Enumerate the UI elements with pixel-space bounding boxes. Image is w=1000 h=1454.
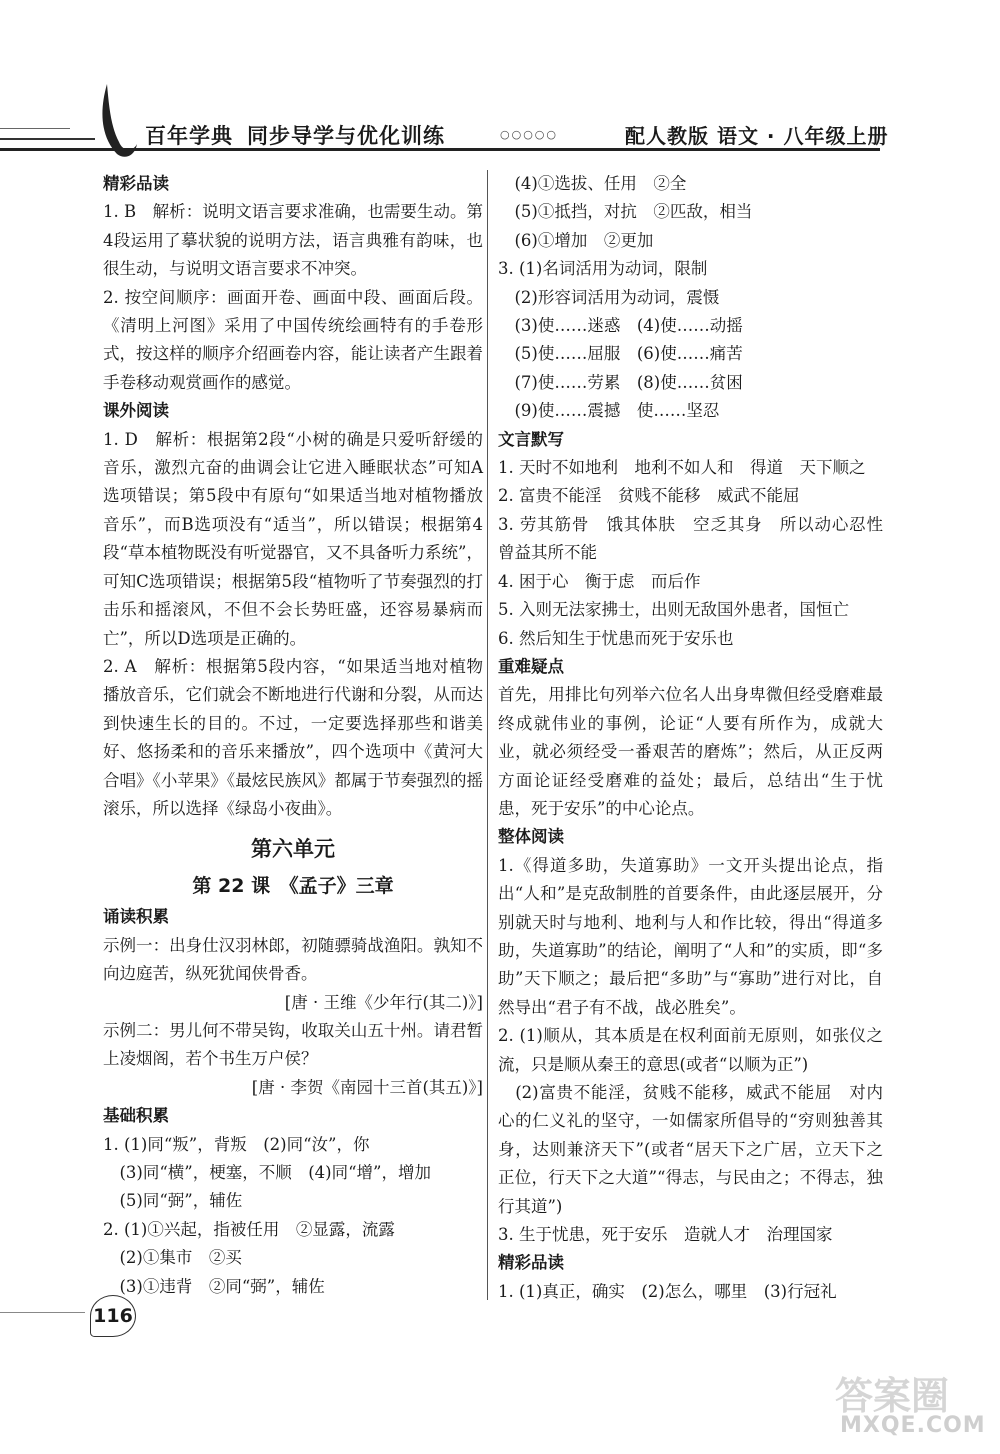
page-header	[0, 108, 1000, 168]
answer-line: (3)同“横”，梗塞，不顺 (4)同“增”，增加	[103, 1163, 431, 1182]
answer-line: (3)①违背 ②同“弼”，辅佐	[103, 1276, 325, 1296]
answer-line: 2. (1)①兴起，指被任用 ②显露，流露	[103, 1219, 395, 1239]
page-number: 116	[90, 1295, 136, 1337]
section-heading: 文言默写	[498, 429, 564, 449]
citation: [唐 · 李贺《南园十三首(其五)》]	[251, 1077, 483, 1097]
lesson-title: 第 22 课 《孟子》三章	[192, 875, 394, 898]
section-heading: 精彩品读	[103, 174, 169, 193]
answer-line: 1. (1)同“叛”，背叛 (2)同“汝”，你	[103, 1134, 370, 1154]
book-series: 同步导学与优化训练	[247, 124, 445, 148]
watermark-text: 答案圈	[835, 1374, 950, 1418]
answer-paragraph: 1.《得道多助，失道寡助》一文开头提出论点，指出“人和”是克敌制胜的首要条件，由此逐层展开，分别就天时与地利、地利与人和作比较，得出“得道多助，失道寡助”的结论，阐明了“人和”的实质，即“多助”天下顺之；最后把“多助”与“寡助”进行对比，自然导出“君子有不战，战必胜矣”。	[498, 855, 883, 1017]
answer-line: (3)使……迷惑 (4)使……动摇	[498, 316, 743, 336]
header-dots: ○○○○○	[500, 128, 558, 141]
answer-line: 1. 天时不如地利 地利不如人和 得道 天下顺之	[498, 458, 866, 478]
answer-paragraph: 示例二：男儿何不带吴钩，收取关山五十州。请君暂上凌烟阁，若个书生万户侯？	[103, 1020, 483, 1069]
section-heading: 精彩品读	[498, 1253, 564, 1273]
answer-paragraph: 2. 按空间顺序：画面开卷、画面中段、画面后段。《清明上河图》采用了中国传统绘画特有的手卷形式，按这样的顺序介绍画卷内容，能让读者产生跟着手卷移动观赏画作的感觉。	[103, 287, 483, 392]
answer-line: (5)①抵挡，对抗 ②匹敌，相当	[498, 202, 753, 222]
answer-line: 2. 富贵不能淫 贫贱不能移 威武不能屈	[498, 486, 800, 506]
page-footer	[0, 1290, 1000, 1350]
section-heading: 重难疑点	[498, 656, 564, 676]
answer-line: 5. 入则无法家拂士，出则无敌国外患者，国恒亡	[498, 600, 849, 620]
answer-line: 4. 困于心 衡于虑 而后作	[498, 571, 701, 591]
citation: [唐 · 王维《少年行(其二)》]	[284, 992, 483, 1012]
answer-line: (6)①增加 ②更加	[498, 230, 654, 250]
answer-paragraph: 3. 劳其筋骨 饿其体肤 空乏其身 所以动心忍性 曾益其所不能	[498, 514, 900, 563]
section-heading: 整体阅读	[498, 827, 564, 847]
answer-line: (5)使……屈服 (6)使……痛苦	[498, 344, 743, 364]
watermark-url: MXQE.COM	[840, 1413, 986, 1438]
answer-paragraph: 2. (1)顺从，其本质是在权利面前无原则，如张仪之流，只是顺从秦王的意思(或者“以顺为正”)	[498, 1026, 883, 1074]
answer-paragraph: 1. D 解析：根据第2段“小树的确是只爱听舒缓的音乐，激烈亢奋的曲调会让它进入睡眠状态”可知A选项错误；第5段中有原句“如果适当地对植物播放音乐”，而B选项没有“适当”，所以错误；根据第4段“草本植物既没有听觉器官，又不具备听力系统”，可知C选项错误；根据第5段“植物听了节奏强烈的打击乐和摇滚风，不但不会长势旺盛，还容易暴病而亡”，所以D选项是正确的。	[103, 429, 483, 648]
left-column	[103, 170, 483, 1301]
book-edition: 配人教版 语文 · 八年级上册	[625, 124, 889, 148]
answer-line: 6. 然后知生于忧患而死于安乐也	[498, 628, 734, 648]
answer-paragraph: 示例一：出身仕汉羽林郎，初随骠骑战渔阳。孰知不向边庭苦，纵死犹闻侠骨香。	[103, 935, 483, 984]
answer-line: (9)使……震撼 使……坚忍	[498, 401, 720, 421]
answer-paragraph: 1. B 解析：说明文语言要求准确，也需要生动。第4段运用了摹状貌的说明方法，语言典雅有韵味，也很生动，与说明文语言要求不冲突。	[103, 202, 483, 279]
section-heading: 基础积累	[103, 1106, 169, 1126]
quill-logo-icon	[95, 82, 140, 162]
answer-line: (2)形容词活用为动词，震慑	[498, 287, 720, 307]
answer-line: 3. (1)名词活用为动词，限制	[498, 259, 708, 279]
answer-line: (5)同“弼”，辅佐	[103, 1191, 243, 1211]
section-heading: 课外阅读	[103, 401, 169, 421]
answer-line: 1. (1)真正，确实 (2)怎么，哪里 (3)行冠礼	[498, 1281, 837, 1301]
unit-title: 第六单元	[251, 837, 335, 862]
book-brand: 百年学典 同步导学与优化训练	[145, 124, 445, 148]
answer-paragraph: 首先，用排比句列举六位名人出身卑微但经受磨难最终成就伟业的事例，论证“人要有所作为，成就大业，就必须经受一番艰苦的磨炼”；然后，从正反两方面论证经受磨难的益处；最后，总结出“生于忧患，死于安乐”的中心论点。	[498, 685, 883, 818]
answer-paragraph: 2. A 解析：根据第5段内容，“如果适当地对植物播放音乐，它们就会不断地进行代谢和分裂，从而达到快速生长的目的。不过，一定要选择那些和谐美好、悠扬柔和的音乐来播放”，四个选项中《黄河大合唱》《小苹果》《最炫民族风》都属于节奏强烈的摇滚乐，所以选择《绿岛小夜曲》。	[103, 656, 483, 818]
section-heading: 诵读积累	[103, 907, 169, 927]
answer-line: 3. 生于忧患，死于安乐 造就人才 治理国家	[498, 1225, 833, 1245]
right-column	[498, 170, 900, 1306]
answer-line: (2)①集市 ②买	[103, 1248, 242, 1268]
answer-line: (7)使……劳累 (8)使……贫困	[498, 372, 743, 392]
column-divider	[487, 170, 488, 1300]
answer-line: (4)①选拔、任用 ②全	[498, 174, 687, 193]
answer-paragraph: (2)富贵不能淫，贫贱不能移，威武不能屈 对内心的仁义礼的坚守，一如儒家所倡导的“穷则独善其身，达则兼济天下”(或者“居天下之广居，立天下之正位，行天下之大道”“得志，与民由之；不得志，独行其道”)	[498, 1083, 883, 1216]
watermark-logo	[830, 1365, 986, 1445]
